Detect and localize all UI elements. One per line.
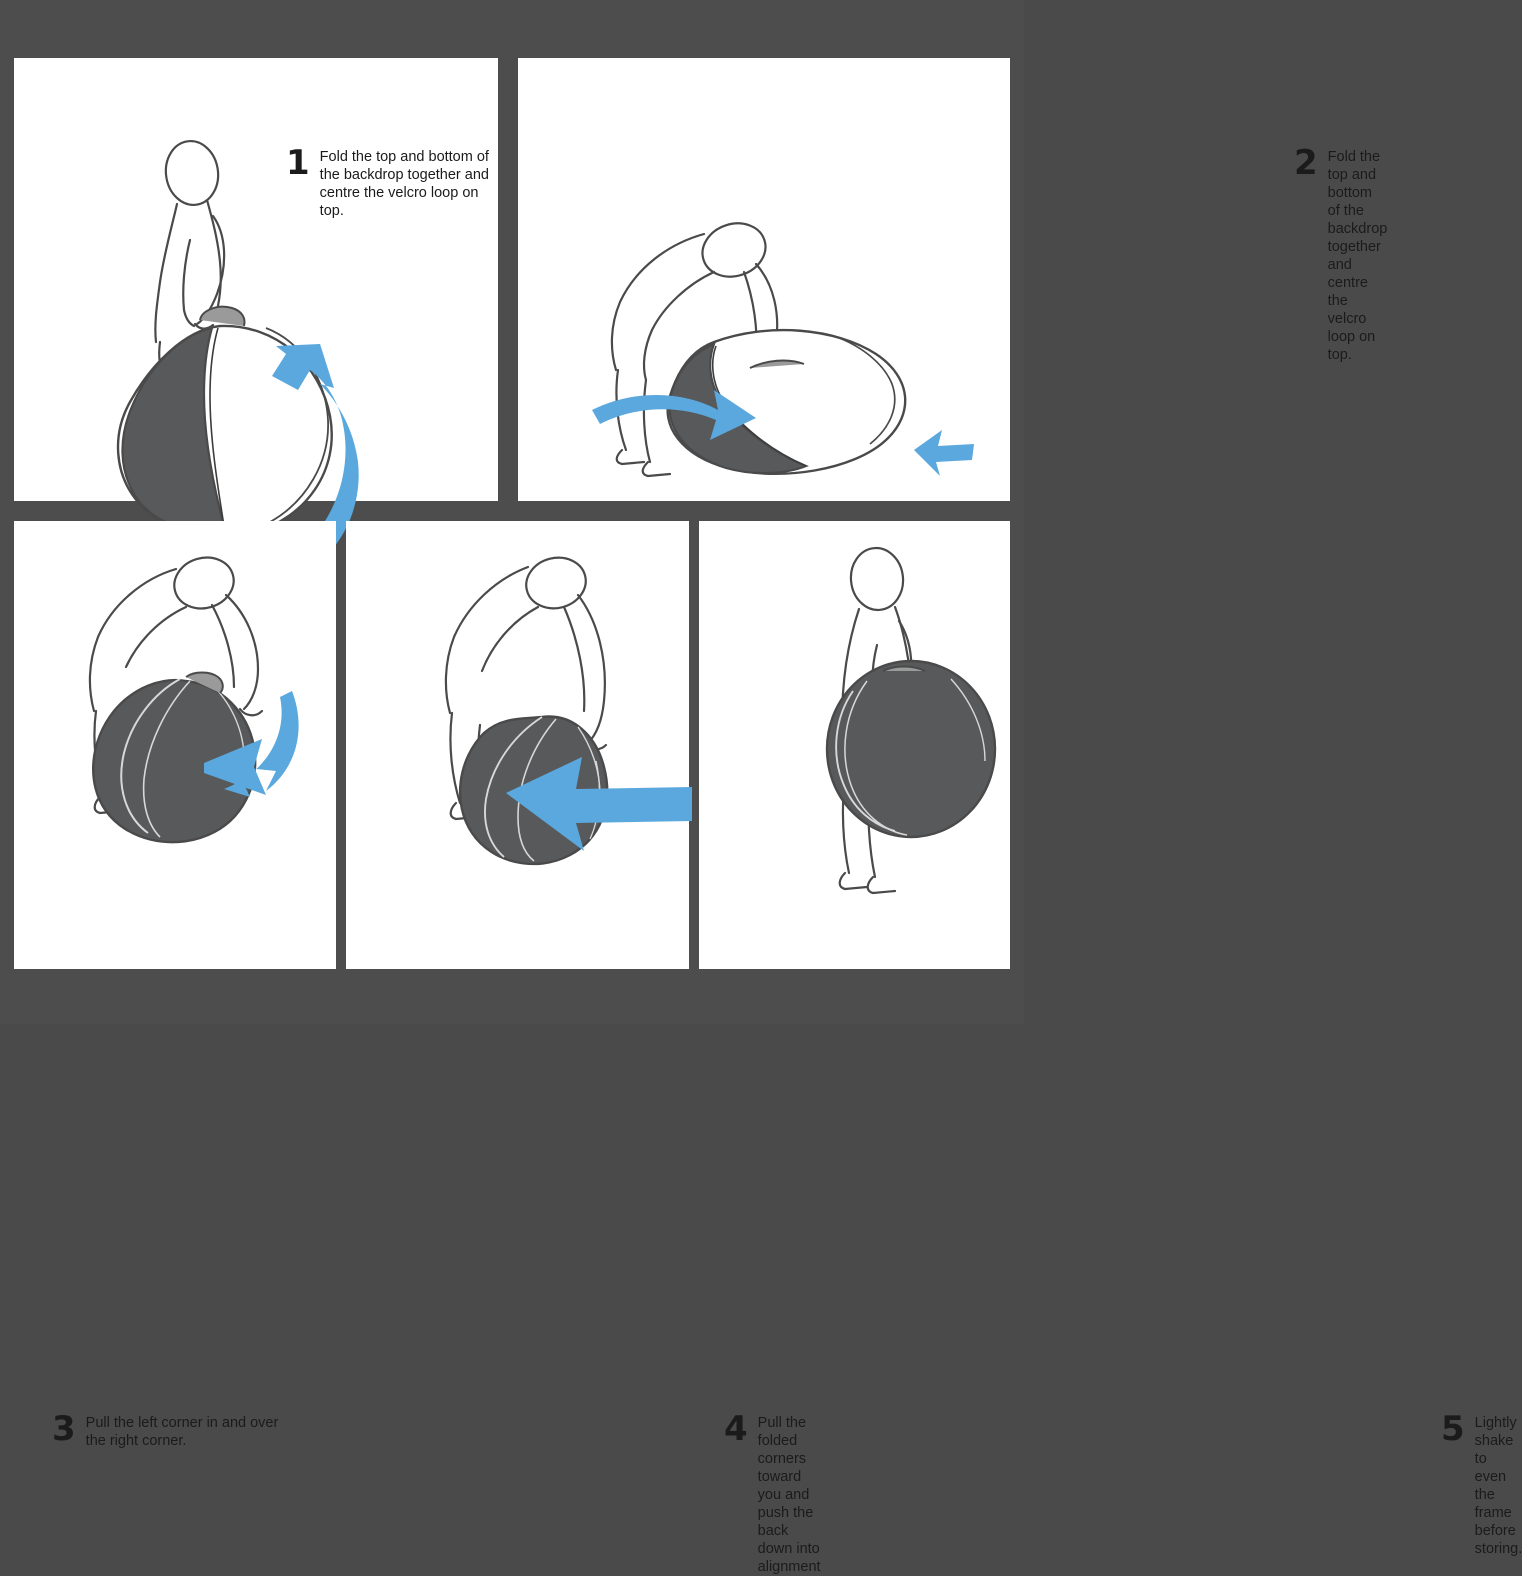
step-1-caption [286, 143, 498, 220]
step-2-number: 2 [1294, 143, 1318, 183]
person-head [168, 551, 239, 616]
step-2-arrow-left [914, 430, 974, 476]
step-1-text: Fold the top and bottom of the backdrop together and centre the velcro loop on top. [319, 149, 489, 219]
step-5-illustration [699, 521, 1010, 969]
foot-far [617, 450, 644, 464]
step-panel-4 [346, 521, 821, 1575]
step-5-caption [1441, 1409, 1522, 1558]
step-4-number: 4 [724, 1409, 748, 1449]
step-5-number: 5 [1441, 1409, 1465, 1449]
step-4-illustration [346, 521, 689, 969]
step-panel-2 [518, 58, 1388, 501]
step-1-illustration [14, 58, 498, 501]
step-3-caption [52, 1409, 282, 1450]
person-head [162, 138, 222, 209]
person-back [446, 567, 528, 713]
foot-far [840, 873, 867, 889]
step-3-illustration [14, 521, 336, 969]
person-underside [482, 607, 538, 671]
person-head [521, 551, 591, 614]
step-2-caption [1294, 143, 1388, 364]
step-2-text: Fold the top and bottom of the backdrop together and centre the velcro loop on top. [1327, 149, 1388, 363]
backdrop-shape [668, 330, 906, 474]
step-panel-1 [14, 58, 498, 501]
step-3-text: Pull the left corner in and over the right corner. [85, 1415, 279, 1449]
step-4-caption [724, 1409, 821, 1576]
person-underside [126, 607, 186, 667]
person-leg-near [644, 380, 650, 462]
person-back [612, 234, 704, 370]
foot-near [868, 877, 895, 893]
folded-backdrop [827, 661, 995, 837]
step-5-text: Lightly shake to even the frame before storing. [1474, 1415, 1522, 1557]
step-1-number: 1 [286, 143, 310, 183]
person-head [848, 545, 906, 612]
person-arm-far [564, 607, 584, 711]
person-hand [240, 709, 262, 715]
step-panel-3 [14, 521, 336, 1449]
backdrop-shape [118, 307, 332, 537]
person-arm-left [183, 240, 194, 326]
step-2-illustration [518, 58, 1010, 501]
foot-near [643, 462, 670, 476]
step-4-text: Pull the folded corners toward you and push the back down into alignment [757, 1415, 821, 1575]
person-back [155, 204, 177, 342]
person-leg-far [450, 713, 460, 803]
step-3-number: 3 [52, 1409, 76, 1449]
